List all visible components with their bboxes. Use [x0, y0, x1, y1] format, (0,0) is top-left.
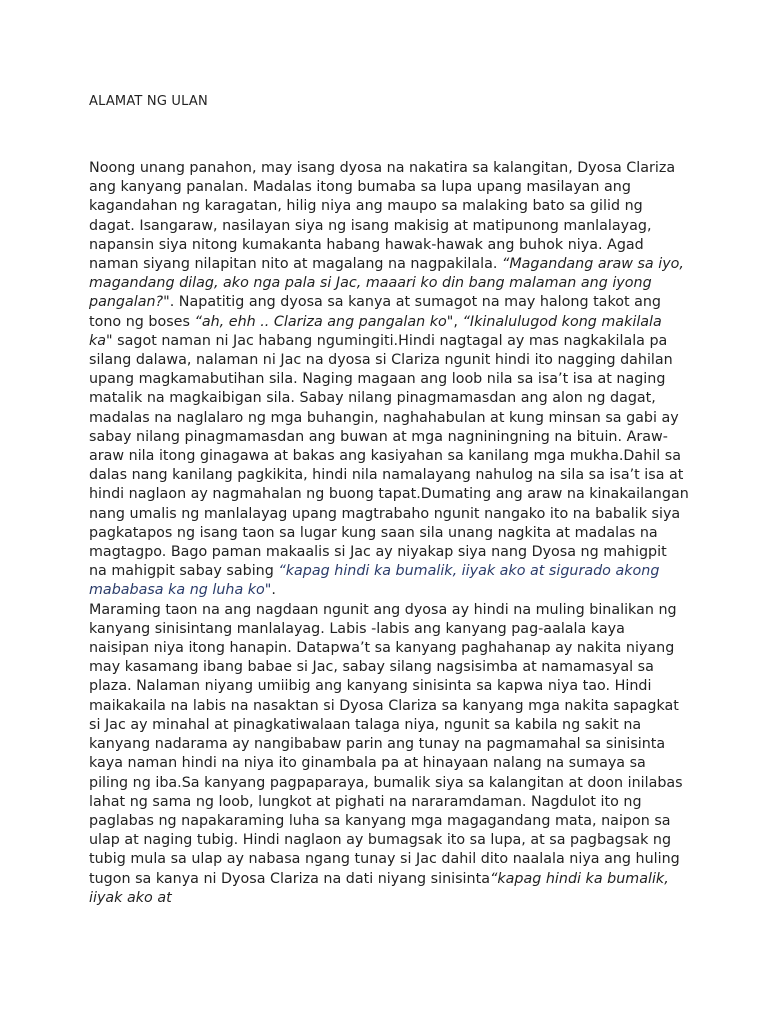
- dialogue-quote: “ah, ehh .. Clariza ang pangalan ko": [194, 313, 454, 330]
- dialogue-quote: “kapag hindi ka bumalik, iiyak ako at: [89, 870, 669, 906]
- paragraph: [89, 159, 689, 601]
- dialogue-quote: “Magandang araw sa iyo, magandang dilag, ako nga pala si Jac, maaari ko din bang malaman ang iyong pangalan?": [89, 256, 684, 311]
- text-segment: . Napatitig ang dyosa sa kanya at sumagot na may halong takot ang tono ng boses: [89, 294, 662, 330]
- text-segment: sagot naman ni Jac habang ngumingiti.Hindi nagtagal ay mas nagkakilala pa silang dalawa, nalaman ni Jac na dyosa si Clariza ngunit hindi ito nagging dahilan upang magkamabutihan sila. Naging magaan ang loob nila sa isa’t isa at naging matalik na magkaibigan sila. Sabay nilang pinagmamasdan ang alon ng dagat, madalas na naglalaro ng mga buhangin, naghahabulan at kung minsan sa gabi ay sabay nilang pinagmamasdan ang buwan at mga nagniningning na bituin. Araw-araw nila itong ginagawa at bakas ang kasiyahan sa kanilang mga mukha.Dahil sa dalas nang kanilang pagkikita, hindi nila namalayang nahulog na sila sa isa’t isa at hindi naglaon ay nagmahalan ng buong tapat.Dumating ang araw na kinakailangan nang umalis ng manlalayag upang magtrabaho ngunit nangako ito na babalik siya pagkatapos ng isang taon sa lugar kung saan sila unang nagkita at madalas na magtagpo. Bago paman makaalis si Jac ay niyakap siya nang Dyosa ng mahigpit na mahigpit sabay sabing: [89, 332, 689, 580]
- dialogue-quote: “Ikinalulugod kong makilala ka": [89, 313, 662, 349]
- text-segment: ,: [453, 313, 463, 330]
- document-title: ALAMAT NG ULAN: [89, 94, 208, 109]
- highlighted-quote: “kapag hindi ka bumalik, iiyak ako at sigurado akong mababasa ka ng luha ko": [89, 563, 660, 599]
- text-segment: Noong unang panahon, may isang dyosa na nakatira sa kalangitan, Dyosa Clariza ang kanyang panalan. Madalas itong bumaba sa lupa upang masilayan ang kagandahan ng karagatan, hilig niya ang maupo sa malaking bato sa gilid ng dagat. Isangaraw, nasilayan siya ng isang makisig at matipunong manlalayag, napansin siya nitong kumakanta habang hawak-hawak ang buhok niya. Agad naman siyang nilapitan nito at magalang na nagpakilala.: [89, 160, 676, 273]
- text-segment: Maraming taon na ang nagdaan ngunit ang dyosa ay hindi na muling binalikan ng kanyang sinisintang manlalayag. Labis -labis ang kanyang pag-aalala kaya naisipan niya itong hanapin. Datapwa’t sa kanyang paghahanap ay nakita niyang may kasamang ibang babae si Jac, sabay silang nagsisimba at namamasyal sa plaza. Nalaman niyang umiibig ang kanyang sinisinta sa kapwa niya tao. Hindi maikakaila na labis na nasaktan si Dyosa Clariza sa kanyang mga nakita sapagkat si Jac ay minahal at pinagkatiwalaan talaga niya, ngunit sa kabila ng sakit na kanyang nadarama ay nangibabaw parin ang tunay na pagmamahal sa sinisinta kaya naman hindi na niya ito ginambala pa at hinayaan nalang na sumaya sa piling ng iba.Sa kanyang pagpaparaya, bumalik siya sa kalangitan at doon inilabas lahat ng sama ng loob, lungkot at pighati na nararamdaman. Nagdulot ito ng paglabas ng napakaraming luha sa kanyang mga magagandang mata, naipon sa ulap at naging tubig. Hindi naglaon ay bumagsak ito sa lupa, at sa pagbagsak ng tubig mula sa ulap ay nabasa ngang tunay si Jac dahil dito naalala niya ang huling tugon sa kanya ni Dyosa Clariza na dati niyang sinisinta: [89, 601, 683, 887]
- document-body: [89, 159, 689, 908]
- text-segment: .: [271, 582, 276, 599]
- paragraph: [89, 601, 689, 908]
